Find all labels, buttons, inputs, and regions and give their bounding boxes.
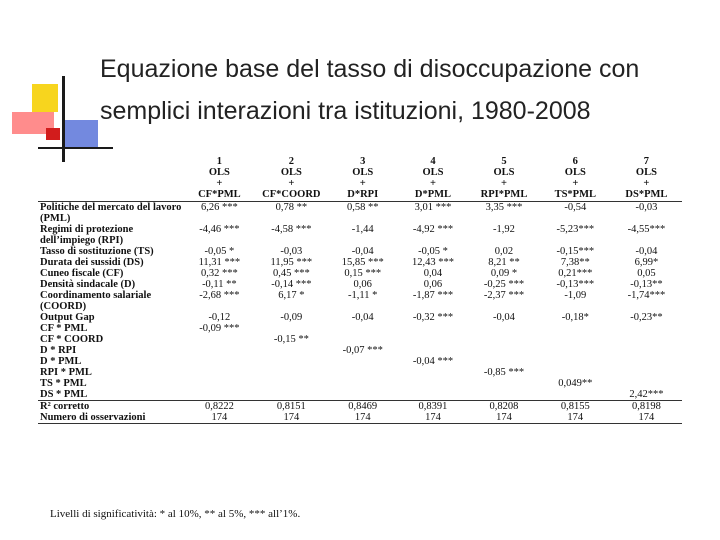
coefficient-cell [398,334,469,345]
row-label: Regimi di protezione dell’impiego (RPI) [40,224,134,246]
coefficient-cell [255,345,328,356]
coefficient-cell [184,389,255,401]
coefficient-cell: 174 [398,412,469,424]
coefficient-cell [255,367,328,378]
row-label: Coordinamento salariale (COORD) [40,290,152,312]
header-cell: + [501,178,507,189]
coefficient-cell: 8,21 ** [488,257,520,268]
table-row [38,268,682,279]
header-cell: RPI*PML [468,189,540,202]
table-row [38,345,682,356]
coefficient-cell: -0,09 [280,312,303,323]
header-cell: 6 [572,156,578,167]
coefficient-cell: -0,04 [493,312,515,323]
coefficient-cell: 0,78 ** [255,202,328,225]
table-row [38,323,682,334]
coefficient-cell [468,345,540,356]
row-label: Tasso di sostituzione (TS) [40,246,154,257]
coefficient-cell: 0,06 [353,279,372,290]
row-label: TS * PML [40,378,87,389]
coefficient-cell: -0,04 *** [412,356,454,367]
header-cell: 5 [501,156,507,167]
coefficient-cell: 11,95 *** [270,257,313,268]
coefficient-cell [255,323,328,334]
coefficient-cell: 11,31 *** [198,257,241,268]
table-row [38,389,682,401]
header-cell: 1 [216,156,222,167]
coefficient-cell: -0,04 [635,246,658,257]
table-header [38,156,682,202]
coefficient-cell [328,389,398,401]
coefficient-cell [255,378,328,389]
coefficient-cell: 0,8391 [398,401,469,413]
coefficient-cell: 0,04 [423,268,443,279]
table-row [38,356,682,367]
coefficient-cell: -0,13** [630,279,663,290]
row-label: Output Gap [40,312,95,323]
header-cell: 3 [360,156,366,167]
coefficient-cell [184,334,255,345]
coefficient-cell [398,323,469,334]
coefficient-cell: 0,45 *** [272,268,310,279]
coefficient-cell: 0,05 [637,268,656,279]
row-label: Numero di osservazioni [38,412,184,424]
coefficient-cell [328,323,398,334]
header-cell: OLS [352,167,374,178]
table-row [38,412,682,424]
coefficient-cell: -1,11 * [348,290,378,301]
coefficient-cell [611,356,682,367]
coefficient-cell: -0,03 [280,246,303,257]
coefficient-cell [611,334,682,345]
coefficient-cell [611,323,682,334]
header-cell: + [288,178,295,189]
table-row [38,202,682,225]
significance-footnote: Livelli di significatività: * al 10%, ** al 5%, *** all’1%. [50,508,301,520]
coefficient-cell: 0,8198 [611,401,682,413]
row-label: CF * COORD [40,334,104,345]
coefficient-cell [328,378,398,389]
header-cell: OLS [493,167,515,178]
row-label: DS * PML [40,389,88,400]
row-label: D * PML [40,356,82,367]
row-label: Durata dei sussidi (DS) [40,257,144,268]
coefficient-cell: -5,23*** [556,224,595,235]
regression-table [38,156,682,424]
coefficient-cell [468,356,540,367]
coefficient-cell: -4,58 *** [271,224,312,235]
coefficient-cell: 174 [540,412,611,424]
coefficient-cell [328,367,398,378]
coefficient-cell: -1,74*** [627,290,666,301]
table-row [38,367,682,378]
coefficient-cell: -0,07 *** [342,345,383,356]
coefficient-cell [468,378,540,389]
coefficient-cell [540,389,611,401]
table-row [38,401,682,413]
coefficient-cell: -0,05 * [418,246,448,257]
coefficient-cell [184,356,255,367]
coefficient-cell: 0,8151 [255,401,328,413]
coefficient-cell: -0,54 [540,202,611,225]
coefficient-cell: -0,18* [561,312,589,323]
row-label: CF * PML [40,323,88,334]
slide-title-line-1: Equazione base del tasso di disoccupazione con [100,55,640,83]
header-row [38,156,682,167]
coefficient-cell: 6,17 * [278,290,305,301]
slide-title-line-2: semplici interazioni tra istituzioni, 1980-2008 [100,97,591,125]
regression-table-wrapper [38,156,682,424]
header-row [38,178,682,189]
table-row [38,224,682,246]
row-label: Politiche del mercato del lavoro (PML) [38,202,184,225]
coefficient-cell: -0,12 [208,312,231,323]
coefficient-cell: 0,02 [494,246,514,257]
row-label: R² corretto [38,401,184,413]
header-cell: OLS [280,167,302,178]
table-body [38,202,682,424]
table-row [38,246,682,257]
header-row [38,189,682,202]
coefficient-cell: -0,85 *** [483,367,525,378]
coefficient-cell: 174 [255,412,328,424]
header-cell: OLS [564,167,586,178]
coefficient-cell: 174 [328,412,398,424]
coefficient-cell: -2,37 *** [483,290,525,301]
coefficient-cell [255,389,328,401]
header-cell: 4 [430,156,436,167]
header-cell: 7 [643,156,650,167]
coefficient-cell: 0,58 ** [328,202,398,225]
header-blank-cell [38,167,184,178]
header-blank-cell [38,156,184,167]
coefficient-cell: -0,03 [611,202,682,225]
coefficient-cell: 7,38** [560,257,590,268]
coefficient-cell: 0,8155 [540,401,611,413]
coefficient-cell: 2,42*** [629,389,664,400]
coefficient-cell [540,356,611,367]
row-label: D * RPI [40,345,77,356]
coefficient-cell: -0,15*** [556,246,595,257]
coefficient-cell [184,345,255,356]
coefficient-cell: 0,06 [423,279,443,290]
coefficient-cell: -0,13*** [556,279,595,290]
coefficient-cell: -1,92 [493,224,515,235]
header-cell: OLS [422,167,444,178]
coefficient-cell [398,367,469,378]
table-row [38,279,682,290]
coefficient-cell: -0,04 [351,312,374,323]
coefficient-cell: -0,09 *** [199,323,240,334]
header-cell: + [429,178,436,189]
decor-blue-square [64,120,98,148]
coefficient-cell: -2,68 *** [199,290,240,301]
coefficient-cell: 3,01 *** [398,202,469,225]
slide-title [100,48,700,132]
coefficient-cell: 0,8208 [468,401,540,413]
header-cell: TS*PML [540,189,611,202]
coefficient-cell: -0,04 [351,246,374,257]
header-cell: CF*COORD [255,189,328,202]
coefficient-cell: 0,8469 [328,401,398,413]
coefficient-cell: -0,11 ** [202,279,237,290]
header-cell: D*RPI [328,189,398,202]
coefficient-cell: 0,15 *** [344,268,382,279]
coefficient-cell [611,378,682,389]
header-cell: CF*PML [184,189,255,202]
header-row [38,167,682,178]
coefficient-cell [184,378,255,389]
coefficient-cell: 174 [611,412,682,424]
row-label: RPI * PML [40,367,92,378]
decor-red-small-square [46,128,60,140]
coefficient-cell: 0,8222 [184,401,255,413]
coefficient-cell [328,356,398,367]
coefficient-cell: 174 [184,412,255,424]
coefficient-cell [468,323,540,334]
header-blank-cell [38,178,184,189]
decor-vertical-line [62,76,65,162]
coefficient-cell [611,345,682,356]
coefficient-cell [255,356,328,367]
coefficient-cell: -1,87 *** [412,290,454,301]
table-row [38,312,682,323]
coefficient-cell: 12,43 *** [411,257,454,268]
header-cell: + [572,178,579,189]
table-row [38,378,682,389]
coefficient-cell [184,367,255,378]
coefficient-cell [540,345,611,356]
decor-horizontal-line [38,147,113,149]
header-cell: OLS [635,167,657,178]
row-label: Densità sindacale (D) [40,279,136,290]
coefficient-cell: 6,99* [634,257,659,268]
coefficient-cell [398,345,469,356]
table-row [38,257,682,268]
coefficient-cell: 15,85 *** [341,257,384,268]
coefficient-cell: -0,25 *** [483,279,525,290]
header-cell: + [216,178,223,189]
coefficient-cell [540,323,611,334]
coefficient-cell [328,334,398,345]
coefficient-cell: -4,92 *** [412,224,454,235]
row-label: Cuneo fiscale (CF) [40,268,124,279]
table-row [38,290,682,312]
header-cell: D*PML [398,189,469,202]
decor-yellow-square [32,84,58,112]
coefficient-cell [398,389,469,401]
coefficient-cell: 0,049** [558,378,593,389]
coefficient-cell [540,367,611,378]
coefficient-cell: -0,14 *** [271,279,312,290]
coefficient-cell [468,334,540,345]
coefficient-cell: 3,35 *** [468,202,540,225]
coefficient-cell: 174 [468,412,540,424]
coefficient-cell: -4,55*** [627,224,666,235]
coefficient-cell: 0,21*** [558,268,593,279]
coefficient-cell: -0,05 * [204,246,235,257]
header-cell: OLS [208,167,230,178]
coefficient-cell: -0,15 ** [273,334,309,345]
header-cell: + [643,178,650,189]
header-cell: DS*PML [611,189,682,202]
coefficient-cell: -0,23** [630,312,663,323]
coefficient-cell [398,378,469,389]
coefficient-cell [468,389,540,401]
coefficient-cell: 0,09 * [490,268,518,279]
coefficient-cell: 6,26 *** [184,202,255,225]
coefficient-cell: -1,44 [351,224,374,235]
coefficient-cell: -0,32 *** [412,312,454,323]
coefficient-cell [611,367,682,378]
coefficient-cell: 0,32 *** [201,268,238,279]
coefficient-cell: -1,09 [564,290,587,301]
coefficient-cell [540,334,611,345]
coefficient-cell: -4,46 *** [199,224,240,235]
table-row [38,334,682,345]
header-blank-cell [38,189,184,202]
header-cell: 2 [288,156,294,167]
header-cell: + [359,178,366,189]
